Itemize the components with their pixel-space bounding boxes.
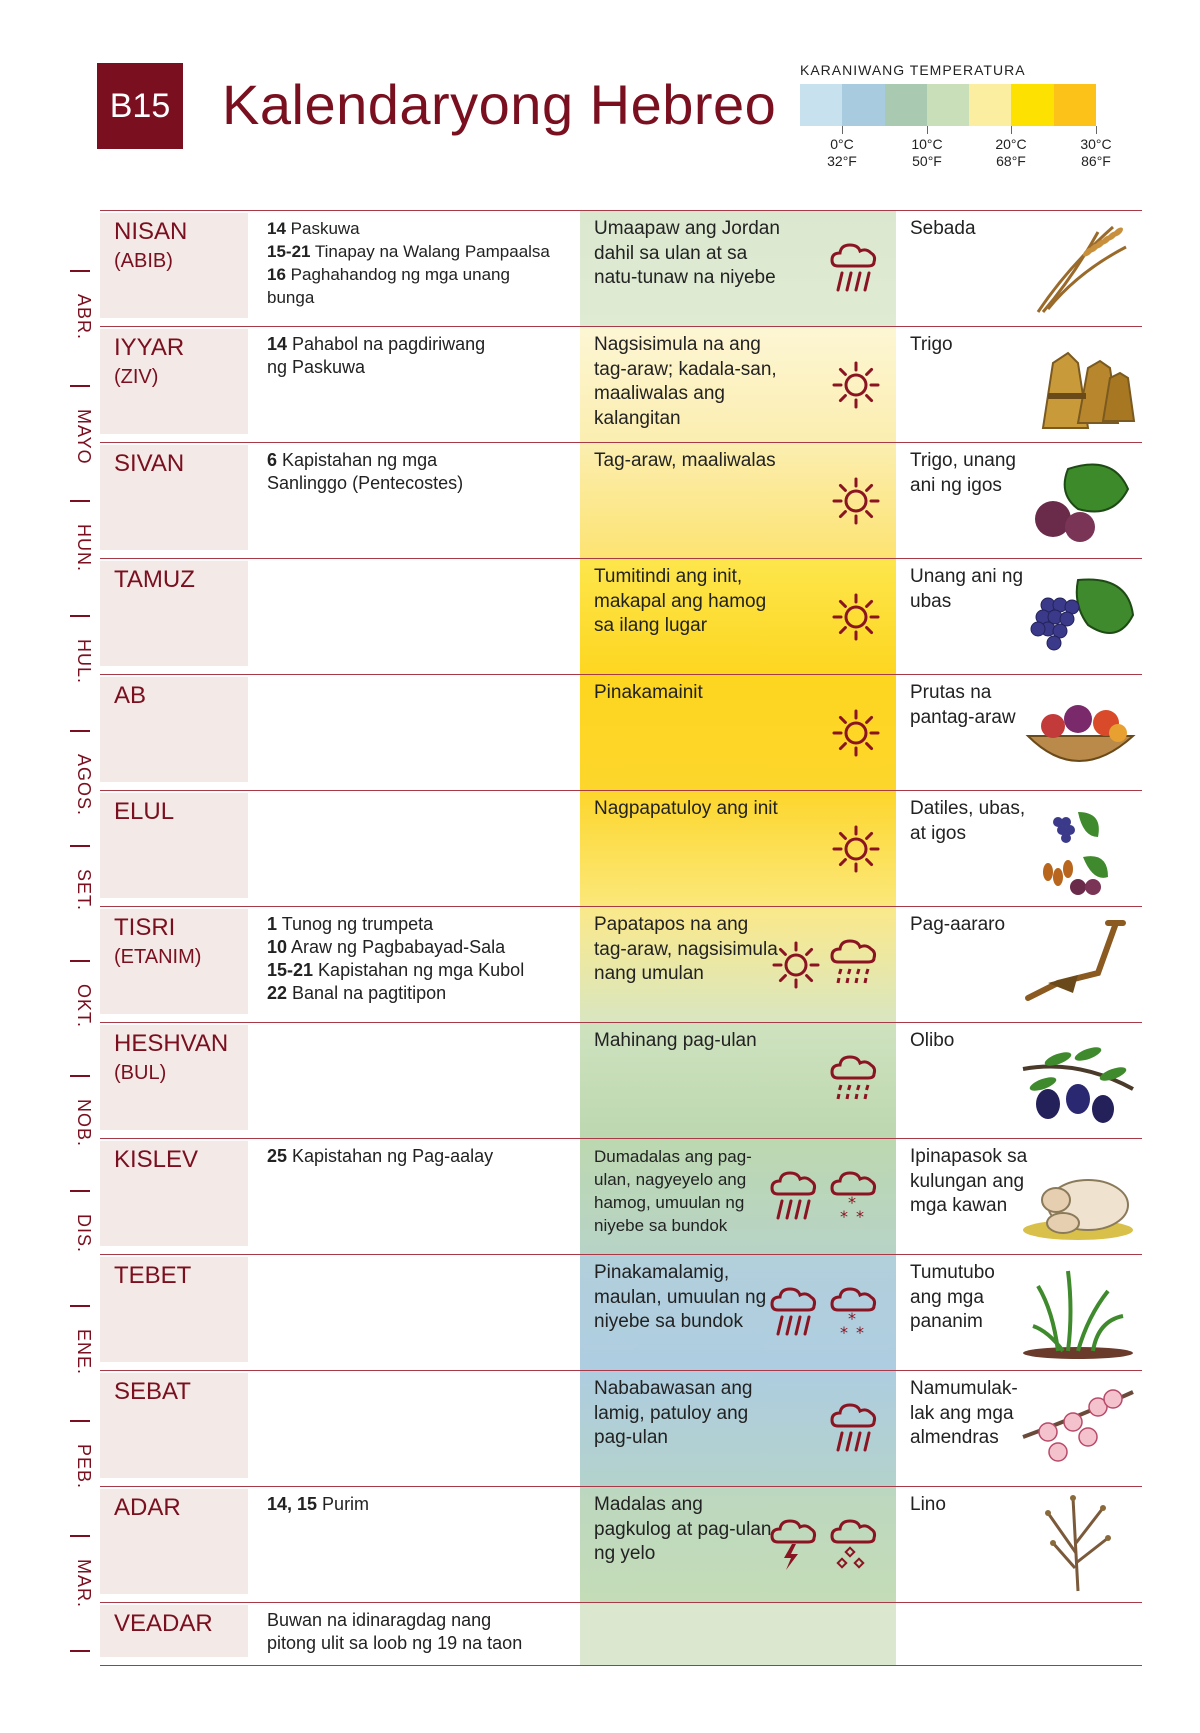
festival-day: 14: [267, 334, 288, 354]
legend-swatch: [927, 84, 969, 126]
festival-cell: [267, 449, 577, 495]
festival-text: Araw ng Pagbabayad-Sala: [287, 937, 506, 957]
weather-icons: [770, 907, 882, 1022]
climate-description: Nababawasan ang lamig, patuloy ang pag-ulan: [594, 1378, 753, 1448]
month-divider-tick: [70, 960, 90, 962]
festival-day: 10: [267, 937, 288, 957]
festival-text: Paskuwa: [285, 219, 360, 238]
hail-cloud-icon: [828, 1516, 882, 1574]
festival-line: [267, 472, 577, 495]
festival-day: 25: [267, 1146, 288, 1166]
festival-line: [267, 449, 577, 472]
grapes-illustration: [1018, 565, 1138, 665]
weather-icons: [768, 1487, 882, 1602]
climate-cell: [580, 211, 896, 326]
agriculture-text: Namumulak-lak ang mga almendras: [910, 1378, 1018, 1448]
festival-line: [267, 356, 577, 379]
snow-cloud-icon: [828, 1284, 882, 1342]
agriculture-cell: [896, 1371, 1142, 1486]
month-cell: [100, 561, 248, 666]
festival-cell: [267, 913, 577, 1005]
month-row: [100, 1370, 1142, 1486]
climate-description: Nagsisimula na ang tag-araw; kadala-san, maaliwalas ang kalangitan: [594, 334, 777, 429]
month-cell: [100, 445, 248, 550]
festival-line: [267, 217, 577, 240]
legend-label-0: 0°C 32°F: [827, 136, 857, 169]
legend-swatch: [969, 84, 1011, 126]
gregorian-month-label: NOB.: [74, 1099, 94, 1148]
agriculture-text: Tumutubo ang mga pananim: [910, 1262, 995, 1332]
rain-cloud-icon: [768, 1168, 822, 1226]
page-title: Kalendaryong Hebreo: [222, 73, 777, 136]
climate-description: Madalas ang pagkulog at pag-ulan ng yelo: [594, 1494, 772, 1564]
month-row: [100, 1254, 1142, 1370]
month-row: [100, 558, 1142, 674]
month-name: SEBAT: [114, 1378, 191, 1405]
climate-description: Tag-araw, maaliwalas: [594, 450, 776, 471]
legend-swatch: [800, 84, 842, 126]
month-cell: [100, 1489, 248, 1594]
temperature-legend-title: KARANIWANG TEMPERATURA: [800, 62, 1026, 78]
svg-text:*: *: [848, 1192, 856, 1212]
festival-text: Banal na pagtitipon: [287, 983, 447, 1003]
festival-line: [267, 333, 577, 356]
section-badge: [97, 63, 183, 149]
climate-cell: [580, 791, 896, 906]
month-divider-tick: [70, 845, 90, 847]
month-row: [100, 674, 1142, 790]
gregorian-month-label: ABR.: [74, 294, 94, 341]
sun-icon: [830, 707, 882, 759]
month-divider-tick: [70, 1420, 90, 1422]
climate-cell: [580, 1371, 896, 1486]
wheat-sheaves-illustration: [1018, 333, 1138, 433]
agriculture-text: Prutas na pantag-araw: [910, 682, 1016, 728]
month-row: [100, 210, 1142, 326]
climate-description: Nagpapatuloy ang init: [594, 798, 778, 819]
month-divider-tick: [70, 1305, 90, 1307]
gregorian-month-label: AGOS.: [74, 754, 94, 817]
climate-cell: [580, 443, 896, 558]
month-alt-name: (BUL): [114, 1062, 167, 1084]
gregorian-month-label: DIS.: [74, 1214, 94, 1254]
climate-cell: [580, 675, 896, 790]
section-code: B15: [109, 86, 171, 125]
festival-text: Kapistahan ng Pag-aalay: [287, 1146, 494, 1166]
festival-text: ng Paskuwa: [267, 357, 366, 377]
weather-icons: [768, 1255, 882, 1370]
legend-swatch: [885, 84, 927, 126]
gregorian-month-label: HUL.: [74, 639, 94, 685]
festival-day: 16: [267, 265, 286, 284]
festival-day: 14: [267, 219, 286, 238]
month-name: HESHVAN: [114, 1030, 229, 1057]
festival-cell: [267, 333, 577, 379]
weather-icons: [768, 1139, 882, 1254]
legend-swatch: [1011, 84, 1053, 126]
climate-cell: [580, 1603, 896, 1665]
weather-icons: [828, 1371, 882, 1486]
climate-description: Umaapaw ang Jordan dahil sa ulan at sa natu-tunaw na niyebe: [594, 218, 780, 288]
festival-text: Kapistahan ng mga Kubol: [313, 960, 525, 980]
month-cell: [100, 1605, 248, 1657]
agriculture-cell: [896, 675, 1142, 790]
festival-text: Paghahandog ng mga unang: [285, 265, 510, 284]
climate-cell: [580, 327, 896, 442]
sun-icon: [830, 475, 882, 527]
gregorian-month-label: MAYO: [74, 409, 94, 465]
month-cell: [100, 909, 248, 1014]
festival-line: [267, 1609, 577, 1632]
olives-illustration: [1018, 1029, 1138, 1129]
rain-cloud-icon: [768, 1284, 822, 1342]
month-cell: [100, 1257, 248, 1362]
month-name: TEBET: [114, 1262, 192, 1289]
sprouts-illustration: [1018, 1261, 1138, 1361]
month-divider-tick: [70, 500, 90, 502]
festival-text: Tinapay na Walang Pampaalsa: [310, 242, 550, 261]
light-rain-cloud-icon: [828, 936, 882, 994]
thunder-cloud-icon: [768, 1516, 822, 1574]
festival-line: [267, 240, 577, 263]
agriculture-text: Olibo: [910, 1030, 955, 1051]
agriculture-text: Sebada: [910, 218, 976, 239]
climate-description: Papatapos na ang tag-araw, nagsisimula nang umulan: [594, 914, 778, 984]
month-divider-tick: [70, 1535, 90, 1537]
svg-text:*: *: [840, 1322, 848, 1342]
gregorian-month-label: HUN.: [74, 524, 94, 572]
rain-cloud-icon: [828, 240, 882, 298]
festival-cell: [267, 1609, 577, 1655]
month-divider-tick: [70, 1190, 90, 1192]
svg-text:*: *: [856, 1322, 864, 1342]
agriculture-cell: [896, 1139, 1142, 1254]
plow-illustration: [1018, 913, 1138, 1013]
month-name: SIVAN: [114, 450, 185, 477]
svg-text:*: *: [840, 1206, 848, 1226]
agriculture-cell: [896, 559, 1142, 674]
agriculture-cell: [896, 1487, 1142, 1602]
month-alt-name: (ZIV): [114, 366, 159, 388]
snow-cloud-icon: [828, 1168, 882, 1226]
svg-text:*: *: [856, 1206, 864, 1226]
figs-illustration: [1018, 449, 1138, 549]
agriculture-text: Trigo, unang ani ng igos: [910, 450, 1016, 496]
legend-label-10: 10°C 50°F: [911, 136, 943, 169]
sun-icon: [770, 939, 822, 991]
month-row: [100, 442, 1142, 558]
month-divider-tick: [70, 1650, 90, 1652]
rain-cloud-icon: [828, 1400, 882, 1458]
month-cell: [100, 213, 248, 318]
climate-cell: [580, 1255, 896, 1370]
weather-icons: [830, 443, 882, 558]
month-name: ELUL: [114, 798, 175, 825]
month-alt-name: (ETANIM): [114, 946, 202, 968]
agriculture-text: Datiles, ubas, at igos: [910, 798, 1026, 844]
barley-illustration: [1018, 217, 1138, 317]
festival-line: [267, 1632, 577, 1655]
gregorian-month-label: OKT.: [74, 984, 94, 1029]
festival-line: [267, 263, 577, 286]
weather-icons: [830, 559, 882, 674]
weather-icons: [830, 675, 882, 790]
festival-line: [267, 286, 577, 309]
gregorian-month-label: PEB.: [74, 1444, 94, 1490]
agriculture-text: Lino: [910, 1494, 946, 1515]
climate-cell: [580, 1023, 896, 1138]
legend-swatch: [1054, 84, 1096, 126]
climate-cell: [580, 559, 896, 674]
weather-icons: [828, 211, 882, 326]
month-cell: [100, 1373, 248, 1478]
flax-illustration: [1018, 1493, 1138, 1593]
festival-text: Tunog ng trumpeta: [277, 914, 434, 934]
festival-line: [267, 959, 577, 982]
agriculture-cell: [896, 327, 1142, 442]
month-row: [100, 1486, 1142, 1602]
svg-text:*: *: [848, 1308, 856, 1328]
festival-line: [267, 936, 577, 959]
fruit-basket-illustration: [1018, 681, 1138, 781]
light-rain-cloud-icon: [828, 1052, 882, 1110]
temperature-legend-ticks: [800, 126, 1096, 136]
sun-icon: [830, 823, 882, 875]
festival-text: bunga: [267, 288, 315, 307]
month-cell: [100, 793, 248, 898]
sheep-illustration: [1018, 1145, 1138, 1245]
festival-text: Sanlinggo (Pentecostes): [267, 473, 464, 493]
gregorian-months-axis: [66, 210, 94, 1670]
festival-line: [267, 1145, 577, 1168]
festival-text: pitong ulit sa loob ng 19 na taon: [267, 1633, 523, 1653]
climate-description: Dumadalas ang pag-ulan, nagyeyelo ang hamog, umuulan ng niyebe sa bundok: [594, 1147, 752, 1235]
climate-description: Mahinang pag-ulan: [594, 1030, 757, 1051]
month-row: [100, 326, 1142, 442]
festival-line: [267, 982, 577, 1005]
festival-line: [267, 913, 577, 936]
month-name: VEADAR: [114, 1610, 213, 1637]
month-row: [100, 1022, 1142, 1138]
climate-description: Pinakamalamig, maulan, umuulan ng niyebe sa bundok: [594, 1262, 767, 1332]
festival-day: 1: [267, 914, 278, 934]
month-name: TISRI: [114, 914, 176, 941]
agriculture-cell: [896, 1255, 1142, 1370]
agriculture-text: Pag-aararo: [910, 914, 1006, 935]
dates-grapes-figs-illustration: [1018, 797, 1138, 897]
festival-text: Kapistahan ng mga: [277, 450, 438, 470]
climate-cell: [580, 907, 896, 1022]
month-cell: [100, 1025, 248, 1130]
climate-description: Tumitindi ang init, makapal ang hamog sa ilang lugar: [594, 566, 767, 636]
sun-icon: [830, 591, 882, 643]
agriculture-cell: [896, 211, 1142, 326]
agriculture-cell: [896, 1023, 1142, 1138]
agriculture-text: Unang ani ng ubas: [910, 566, 1024, 612]
month-row: [100, 906, 1142, 1022]
agriculture-cell: [896, 791, 1142, 906]
agriculture-cell: [896, 1603, 1142, 1665]
climate-description: Pinakamainit: [594, 682, 703, 703]
festival-cell: [267, 217, 577, 309]
month-name: AB: [114, 682, 147, 709]
month-alt-name: (ABIB): [114, 250, 173, 272]
sun-icon: [830, 359, 882, 411]
festival-text: Pahabol na pagdiriwang: [287, 334, 486, 354]
weather-icons: [830, 327, 882, 442]
agriculture-cell: [896, 907, 1142, 1022]
legend-label-30: 30°C 86°F: [1080, 136, 1112, 169]
month-row: [100, 1602, 1142, 1666]
month-divider-tick: [70, 385, 90, 387]
climate-cell: [580, 1487, 896, 1602]
month-cell: [100, 329, 248, 434]
month-divider-tick: [70, 615, 90, 617]
weather-icons: [830, 791, 882, 906]
month-divider-tick: [70, 730, 90, 732]
agriculture-text: Trigo: [910, 334, 953, 355]
month-cell: [100, 677, 248, 782]
month-row: [100, 790, 1142, 906]
calendar-table: [100, 210, 1142, 1666]
festival-day: 15-21: [267, 960, 314, 980]
festival-day: 15-21: [267, 242, 311, 261]
agriculture-cell: [896, 443, 1142, 558]
climate-cell: [580, 1139, 896, 1254]
month-name: KISLEV: [114, 1146, 199, 1173]
month-divider-tick: [70, 1075, 90, 1077]
gregorian-month-label: MAR.: [74, 1559, 94, 1608]
festival-text: Purim: [317, 1494, 370, 1514]
festival-cell: [267, 1493, 577, 1516]
month-name: ADAR: [114, 1494, 181, 1521]
agriculture-text: Ipinapasok sa kulungan ang mga kawan: [910, 1146, 1028, 1216]
month-divider-tick: [70, 270, 90, 272]
festival-line: [267, 1493, 577, 1516]
festival-day: 22: [267, 983, 288, 1003]
festival-day: 14, 15: [267, 1494, 318, 1514]
month-cell: [100, 1141, 248, 1246]
legend-swatch: [842, 84, 884, 126]
legend-label-20: 20°C 68°F: [995, 136, 1027, 169]
festival-text: Buwan na idinaragdag nang: [267, 1610, 492, 1630]
gregorian-month-label: SET.: [74, 869, 94, 912]
festival-cell: [267, 1145, 577, 1168]
gregorian-month-label: ENE.: [74, 1329, 94, 1376]
temperature-legend-bar: [800, 84, 1096, 126]
month-name: IYYAR: [114, 334, 185, 361]
festival-day: 6: [267, 450, 278, 470]
almond-blossom-illustration: [1018, 1377, 1138, 1477]
month-name: TAMUZ: [114, 566, 195, 593]
month-row: [100, 1138, 1142, 1254]
weather-icons: [828, 1023, 882, 1138]
month-name: NISAN: [114, 218, 188, 245]
